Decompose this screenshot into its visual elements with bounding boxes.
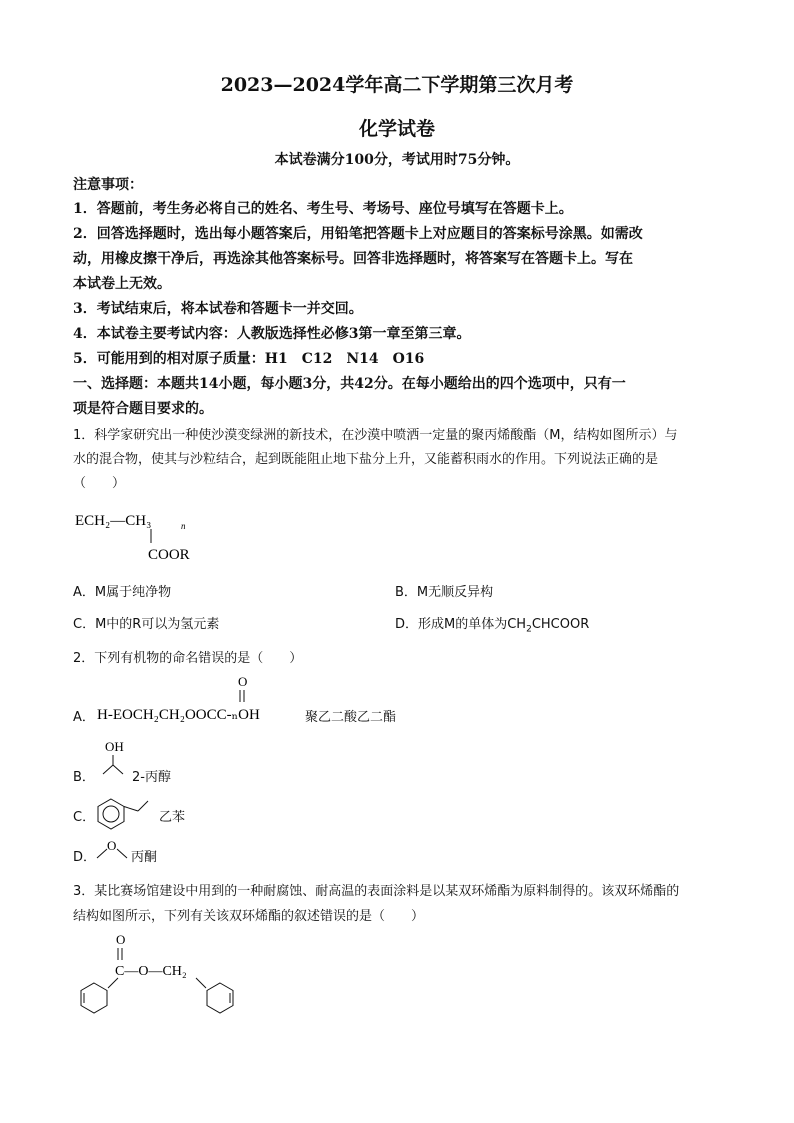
q1-option-a: A．M属于纯净物 <box>73 585 172 600</box>
q2-d-label: D． <box>73 850 97 865</box>
q1-stem: （ ） <box>73 476 126 491</box>
q1-option-d: D．形成M的单体为$CH_2CHCOOR$ <box>395 617 590 635</box>
section-heading: 一、选择题：本题共14小题，每小题3分，共42分。在每小题给出的四个选项中，只有一 <box>73 376 626 392</box>
notice-line: 3．考试结束后，将本试卷和答题卡一并交回。 <box>73 301 363 317</box>
section-heading: 项是符合题目要求的。 <box>73 401 213 417</box>
notice-line: 1．答题前，考生务必将自己的姓名、考生号、考场号、座位号填写在答题卡上。 <box>73 201 573 217</box>
q2-d-o: O <box>107 838 117 853</box>
q2-a-name: 聚乙二酸乙二酯 <box>305 710 397 725</box>
q2-c-benzene-structure <box>95 797 157 833</box>
q2-a-structure <box>95 672 295 726</box>
q2-b-structure <box>95 738 135 780</box>
q2-c-bond <box>138 801 148 811</box>
q2-stem: 2．下列有机物的命名错误的是（ ） <box>73 651 303 666</box>
q2-a-formula: H-EOCH₂CH₂OOCC-ₙOH <box>97 707 260 723</box>
q1-option-b: B．M无顺反异构 <box>395 585 494 600</box>
q2-b-oh: OH <box>105 739 124 754</box>
q2-a-carbonyl-o: O <box>238 674 248 689</box>
q1-polymer-structure <box>73 505 213 565</box>
subject-title: 化学试卷 <box>358 118 435 140</box>
q2-d-bond <box>117 849 127 858</box>
q1-main-chain: ECH₂—CH₃ <box>75 513 152 529</box>
q2-b-bond <box>113 765 123 774</box>
q3-diene-ester-structure <box>73 930 248 1020</box>
q2-c-label: C． <box>73 810 96 825</box>
q2-b-bond <box>103 765 113 774</box>
q1-substituent: COOR <box>148 547 190 563</box>
notice-line: 5．可能用到的相对原子质量：H1 C12 N14 O16 <box>73 351 425 367</box>
q3-carbonyl-o: O <box>116 932 126 947</box>
q2-d-bond <box>97 849 107 858</box>
q2-c-bond <box>124 807 138 812</box>
q1-n-index: n <box>181 521 186 531</box>
q2-b-name: 2-丙醇 <box>132 770 171 785</box>
q3-ester-chain: C—O—CH₂ <box>115 964 187 979</box>
q3-bond <box>196 978 206 988</box>
exam-title: 2023—2024学年高二下学期第三次月考 <box>220 74 574 96</box>
q1-option-c: C．M中的R可以为氢元素 <box>73 617 220 632</box>
q1-stem: 1．科学家研究出一种使沙漠变绿洲的新技术，在沙漠中喷洒一定量的聚丙烯酸酯（M，结构如图所示）与 <box>73 428 678 443</box>
aromatic-circle <box>103 806 119 822</box>
q2-d-structure <box>95 836 135 864</box>
q2-d-name: 丙酮 <box>131 850 158 865</box>
q3-stem: 3．某比赛场馆建设中用到的一种耐腐蚀、耐高温的表面涂料是以某双环烯酯为原料制得的。该双环烯酯的 <box>73 884 680 899</box>
q1-stem: 水的混合物，使其与沙粒结合，起到既能阻止地下盐分上升，又能蓄积雨水的作用。下列说法正确的是 <box>73 452 659 467</box>
benzene-ring-icon <box>98 799 124 829</box>
cyclohexene-ring-icon <box>207 983 233 1013</box>
score-time-note: 本试卷满分100分，考试用时75分钟。 <box>274 152 520 168</box>
q2-a-label: A． <box>73 710 95 725</box>
q3-bond <box>108 978 118 988</box>
notice-line: 4．本试卷主要考试内容：人教版选择性必修3第一章至第三章。 <box>73 326 471 342</box>
notice-line: 2．回答选择题时，选出每小题答案后，用铅笔把答题卡上对应题目的答案标号涂黑。如需改 <box>73 226 643 242</box>
q3-stem: 结构如图所示，下列有关该双环烯酯的叙述错误的是（ ） <box>73 909 425 924</box>
q2-b-label: B． <box>73 770 95 785</box>
notice-line: 动，用橡皮擦干净后，再选涂其他答案标号。回答非选择题时，将答案写在答题卡上。写在 <box>73 251 633 267</box>
notice-line: 本试卷上无效。 <box>73 276 171 292</box>
notice-heading: 注意事项： <box>73 177 143 193</box>
cyclohexene-ring-icon <box>81 983 107 1013</box>
q2-c-name: 乙苯 <box>159 810 186 825</box>
